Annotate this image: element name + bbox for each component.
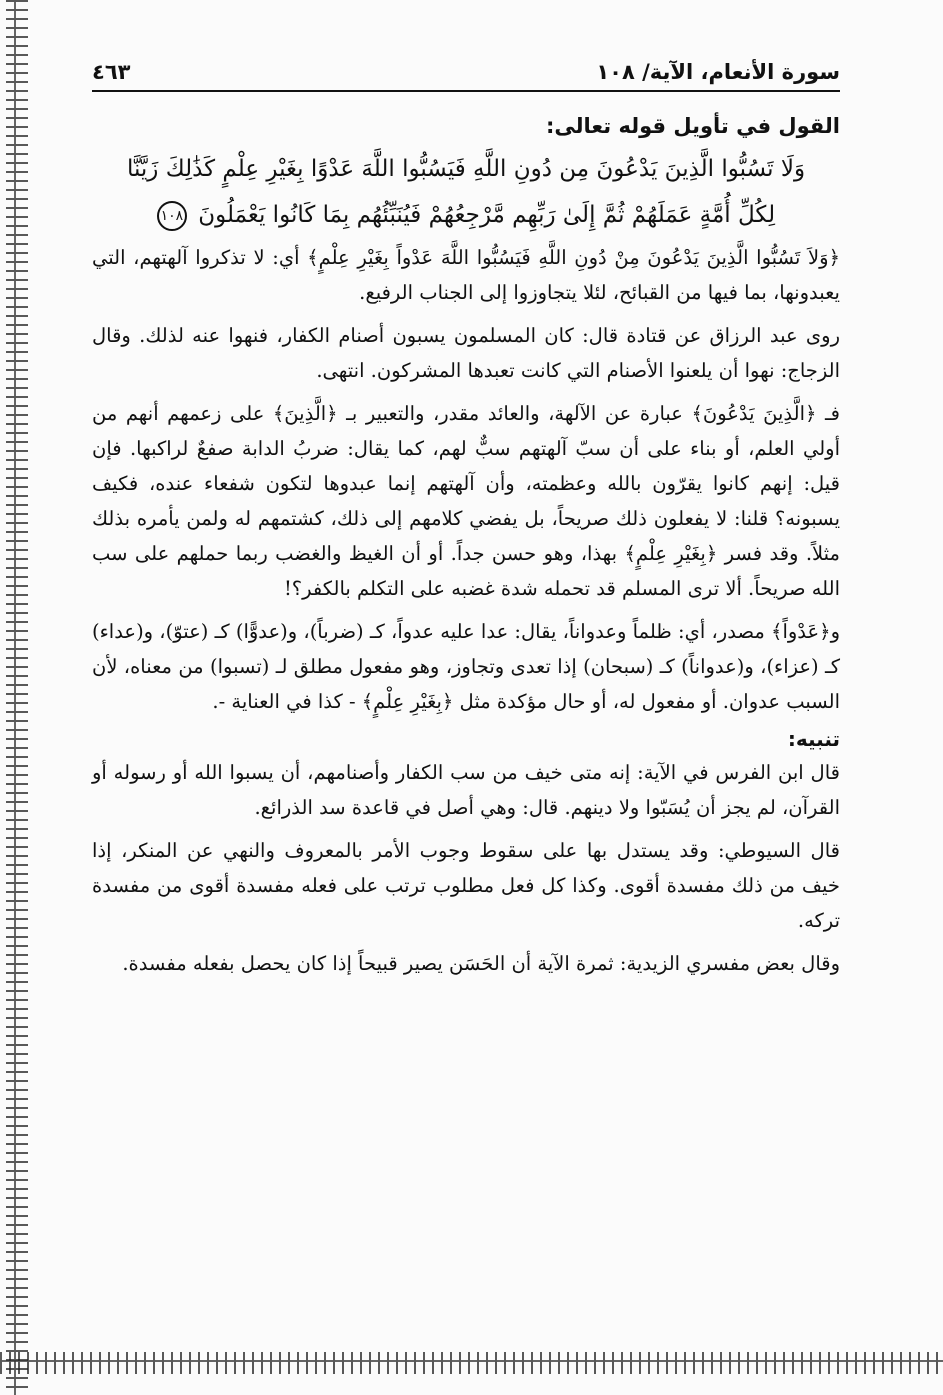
paragraph-5: قال ابن الفرس في الآية: إنه متى خيف من سب الكفار وأصنامهم، أن يسبوا الله أو رسوله أو القرآن، لم يجز أن يُسَبّوا ولا دينهم. قال: وهي أصل في قاعدة سد الذرائع. [92, 761, 840, 819]
page-number: ٤٦٣ [92, 60, 131, 84]
verse-number-marker: ١٠٨ [157, 201, 187, 231]
decorative-border-left [6, 0, 28, 1395]
quran-verse-line-1: وَلَا تَسُبُّوا الَّذِينَ يَدْعُونَ مِن دُونِ اللَّهِ فَيَسُبُّوا اللَّهَ عَدْوًا بِغَيْرِ عِلْمٍ كَذَٰلِكَ زَيَّنَّا [126, 156, 806, 182]
quran-verse-line-2 [92, 194, 840, 236]
running-header [92, 60, 840, 92]
paragraph-3: فـ ﴿الَّذِينَ يَدْعُونَ﴾ عبارة عن الآلهة، والعائد مقدر، والتعبير بـ ﴿الَّذِينَ﴾ على زعمهم أنهم من أولي العلم، أو بناء على أن سبّ آلهتهم سبٌّ لهم، كما يقال: ضربُ الدابة صفعٌ لراكبها. فإن قيل: إنهم كانوا يقرّون بالله وعظمته، وأن آلهتهم إنما عبدوها لتكون شفعاء عنده، فكيف يسبونه؟ قلنا: لا يفعلون ذلك صريحاً، بل يفضي كلامهم إلى ذلك، كشتمهم له ولمن يأمره بذلك مثلاً. وقد فسر ﴿بِغَيْرِ عِلْمٍ﴾ بهذا، وهو حسن جداً. أو أن الغيظ والغضب ربما حملهم على سب الله صريحاً. ألا ترى المسلم قد تحمله شدة غضبه على التكلم بالكفر؟! [92, 402, 840, 600]
quran-verse-line-2-text: لِكُلِّ أُمَّةٍ عَمَلَهُمْ ثُمَّ إِلَىٰ رَبِّهِم مَّرْجِعُهُمْ فَيُنَبِّئُهُم بِمَا كَانُوا يَعْمَلُونَ [198, 202, 776, 228]
decorative-border-bottom [0, 1352, 943, 1374]
paragraph-6: قال السيوطي: وقد يستدل بها على سقوط وجوب الأمر بالمعروف والنهي عن المنكر، إذا خيف من ذلك مفسدة أقوى. وكذا كل فعل مطلوب ترتب على فعله مفسدة أقوى من مفسدة تركه. [92, 839, 840, 932]
paragraph-2: روى عبد الرزاق عن قتادة قال: كان المسلمون يسبون أصنام الكفار، فنهوا عنه لذلك. وقال الزجاج: نهوا أن يلعنوا الأصنام التي كانت تعبدها المشركون. انتهى. [92, 324, 840, 382]
paragraph-4: و﴿عَدْواً﴾ مصدر، أي: ظلماً وعدواناً، يقال: عدا عليه عدواً، كـ (ضرباً)، و(عدوًّا) كـ (عتوّ)، و(عداء) كـ (عزاء)، و(عدواناً) كـ (سبحان) إذا تعدى وتجاوز، وهو مفعول مطلق لـ (تسبوا) من معناه، لأن السبب عدوان. أو مفعول له، أو حال مؤكدة مثل ﴿بِغَيْرِ عِلْمٍ﴾ - كذا في العناية -. [92, 620, 840, 713]
surah-reference: سورة الأنعام، الآية/ ١٠٨ [596, 60, 840, 84]
paragraph-1: ﴿وَلاَ تَسُبُّوا الَّذِينَ يَدْعُونَ مِنْ دُونِ اللَّهِ فَيَسُبُّوا اللَّهَ عَدْواً بِغَيْرِ عِلْمٍ﴾ أي: لا تذكروا آلهتهم، التي يعبدونها، بما فيها من القبائح، لئلا يتجاوزوا إلى الجناب الرفيع. [92, 246, 840, 304]
paragraph-7: وقال بعض مفسري الزيدية: ثمرة الآية أن الحَسَن يصير قبيحاً إذا كان يحصل بفعله مفسدة. [122, 952, 840, 975]
tanbih-heading: تنبيه: [787, 727, 840, 751]
section-title: القول في تأويل قوله تعالى: [546, 114, 840, 138]
page-content [92, 60, 840, 989]
